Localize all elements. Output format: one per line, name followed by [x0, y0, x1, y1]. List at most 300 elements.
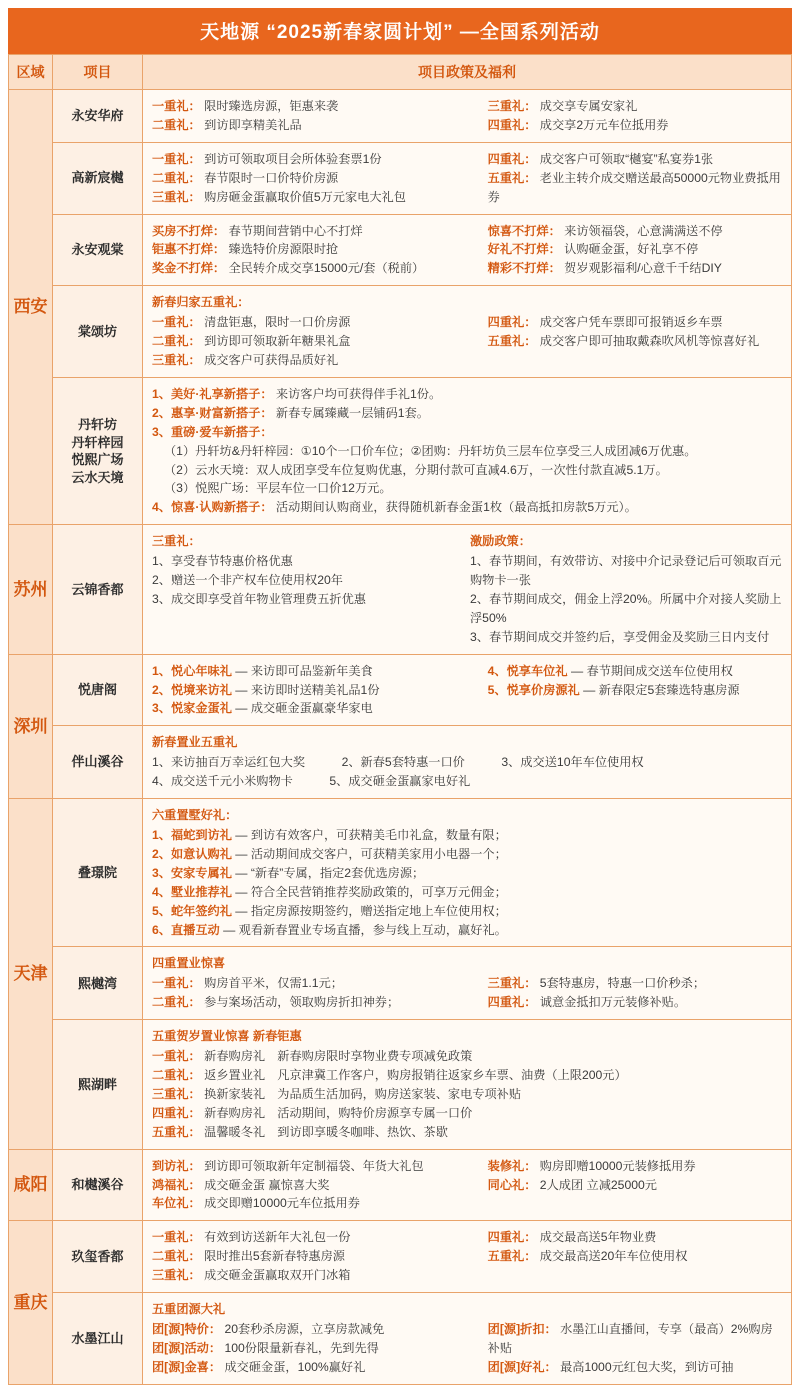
- policy-line-text: 成交享专属安家礼: [536, 99, 638, 113]
- policy-line-label: 5、悦享价房源礼: [487, 682, 580, 697]
- policy-line-text: 20套秒杀房源，立享房款减免: [221, 1321, 385, 1336]
- policy-line-label: 五重礼：: [487, 334, 537, 349]
- policy-line-text: 限时臻选房源，钜惠来袭: [200, 99, 339, 113]
- policy-columns: [152, 1157, 782, 1214]
- policy-lead: 新春归家五重礼：: [152, 295, 250, 310]
- policy-line: [152, 240, 482, 259]
- policy-line: [488, 169, 782, 207]
- table-row: [9, 726, 792, 799]
- policy-line-text: 春节期间营销中心不打烊: [225, 223, 363, 238]
- policy-cell: [143, 525, 792, 654]
- policy-line-text: 成交客户可获得品质好礼: [200, 352, 339, 367]
- policy-line: [152, 1047, 782, 1066]
- policy-line-text: 购房首平米，仅需1.1元；: [200, 976, 343, 991]
- policy-content: [152, 150, 782, 207]
- policy-line-label: 四重礼：: [487, 151, 537, 166]
- policy-column-left: [152, 150, 482, 207]
- project-name-cell: [53, 1293, 143, 1385]
- policy-line-label: 一重礼：: [152, 1230, 201, 1245]
- policy-line-text: 有效到访送新年大礼包一份: [200, 1230, 351, 1245]
- policy-line-label: 四重礼：: [487, 117, 537, 132]
- policy-line-text: 最高1000元红包大奖，到访可抽: [556, 1359, 734, 1374]
- policy-line-label: 3、重磅·爱车新搭子：: [152, 424, 273, 439]
- policy-lead: 新春置业五重礼: [152, 735, 238, 750]
- policy-line-label: 一重礼：: [152, 1049, 201, 1064]
- policy-line-text: 成交砸金蛋赢取双开门冰箱: [200, 1268, 351, 1283]
- policy-line-label: 四重礼：: [152, 1105, 201, 1120]
- policy-cell: [143, 799, 792, 947]
- table-row: [9, 1149, 792, 1221]
- policy-line: 3、成交即享受首年物业管理费五折优惠: [152, 591, 366, 606]
- policy-column-right: [488, 1320, 782, 1377]
- policy-line-label: 三重礼：: [487, 976, 537, 991]
- policy-column-left: [152, 1157, 482, 1214]
- policy-lead: 五重团源大礼: [152, 1302, 226, 1317]
- policy-cell: [143, 377, 792, 524]
- policy-line: （1）丹轩坊&丹轩梓园：①10个一口价车位；②团购：丹轩坊负三层车位享受三人成团减6万优惠。: [164, 443, 697, 458]
- policy-line: 3、春节期间成交并签约后，享受佣金及奖励三日内支付: [470, 629, 770, 644]
- policy-line: [152, 864, 782, 883]
- policy-line: [488, 993, 782, 1012]
- policy-column-right: [488, 313, 782, 370]
- policy-line-text: — 指定房源按期签约，赠送指定地上车位使用权；: [231, 903, 507, 918]
- policy-line: [152, 662, 482, 681]
- policy-column-left: [152, 532, 464, 646]
- policy-cell: [143, 1149, 792, 1221]
- policy-line: [488, 259, 782, 278]
- policy-line-text: 返乡置业礼 凡京津冀工作客户，购房报销往返家乡车票、油费（上限200元）: [200, 1067, 627, 1082]
- policy-line: [488, 662, 782, 681]
- policy-line: [152, 385, 782, 404]
- policy-line-text: — 观看新春置业专场直播，参与线上互动，赢好礼。: [219, 922, 507, 937]
- policy-line: [152, 1320, 482, 1339]
- project-name-cell: [53, 1020, 143, 1149]
- policy-line-text: 新春购房礼 活动期间，购特价房源享专属一口价: [200, 1105, 473, 1120]
- policy-line: 2、春节期间成交，佣金上浮20%。所属中介对接人奖励上浮50%: [470, 591, 782, 625]
- table-row: [9, 377, 792, 524]
- policy-line-text: 成交客户即可抽取戴森吹风机等惊喜好礼: [536, 334, 760, 349]
- column-header-project: 项目: [53, 55, 143, 90]
- policy-columns: [152, 150, 782, 207]
- policy-line-label: 四重礼：: [487, 315, 537, 330]
- policy-content: [152, 532, 782, 646]
- policy-columns: [152, 1228, 782, 1285]
- policy-column-left: [152, 1320, 482, 1377]
- region-cell-重庆: 重庆: [9, 1221, 53, 1384]
- column-header-policy: 项目政策及福利: [143, 55, 792, 90]
- policy-line: [488, 1247, 782, 1266]
- policy-line-label: 4、惊喜·认购新搭子：: [152, 500, 273, 515]
- policy-line: [152, 1123, 782, 1142]
- policy-line: [152, 681, 482, 700]
- policy-cell: [143, 90, 792, 143]
- table-row: [9, 947, 792, 1020]
- policy-content: [152, 1228, 782, 1285]
- table-header-row: [9, 55, 792, 90]
- policy-line: [152, 921, 782, 940]
- policy-line-label: 一重礼：: [152, 99, 201, 113]
- policy-line: [152, 1228, 482, 1247]
- policy-line: 1、享受春节特惠价格优惠: [152, 554, 293, 569]
- policy-cell: [143, 142, 792, 214]
- policy-cell: [143, 654, 792, 726]
- policy-columns: [152, 1320, 782, 1377]
- policy-line: [488, 150, 782, 169]
- policy-column-right: [488, 97, 782, 135]
- policy-line-text: 参与案场活动，领取购房折扣神券；: [200, 995, 400, 1010]
- page-title: 天地源 “2025新春家圆计划” —全国系列活动: [8, 8, 792, 54]
- policy-line-label: 好礼不打烊：: [487, 242, 561, 257]
- policy-line-label: 惊喜不打烊：: [487, 223, 561, 238]
- region-cell-咸阳: 咸阳: [9, 1149, 53, 1221]
- policy-line-label: 钜惠不打烊：: [152, 242, 226, 257]
- policy-line-label: 五重礼：: [487, 170, 537, 185]
- policy-lead: 三重礼：: [152, 534, 201, 549]
- policy-line-label: 团[源]好礼：: [487, 1359, 557, 1374]
- policy-line-text: 清盘钜惠，限时一口价房源: [200, 315, 351, 330]
- policy-line: [152, 1358, 482, 1377]
- policy-line: [152, 222, 482, 241]
- project-name-line: 永安观棠: [71, 242, 124, 258]
- table-row: [9, 286, 792, 378]
- policy-line-label: 2、如意认购礼: [152, 846, 232, 861]
- policy-line: [152, 116, 482, 135]
- policy-line-label: 装修礼：: [487, 1158, 537, 1173]
- policy-column-left: [152, 97, 482, 135]
- policy-content: [152, 1157, 782, 1214]
- policy-columns: [152, 97, 782, 135]
- policy-lead: 四重置业惊喜: [152, 956, 226, 971]
- policy-line-label: 5、蛇年签约礼: [152, 903, 232, 918]
- column-header-region: 区域: [9, 55, 53, 90]
- policy-columns: [152, 532, 782, 646]
- policy-line-text: 成交客户凭车票即可报销返乡车票: [536, 315, 723, 330]
- policy-column-right: [488, 150, 782, 207]
- project-name-line: 熙樾湾: [77, 975, 117, 991]
- policy-cell: [143, 726, 792, 799]
- project-name-line: 伴山溪谷: [71, 754, 124, 770]
- table-row: [9, 214, 792, 286]
- policy-line-text: — 新春限定5套臻选特惠房源: [579, 682, 740, 697]
- region-cell-苏州: 苏州: [9, 525, 53, 654]
- policy-line-text: 到访即享精美礼品: [200, 117, 302, 132]
- policy-line: [152, 498, 782, 517]
- table-row: [9, 799, 792, 947]
- policy-line-text: 活动期间认购商业，获得随机新春金蛋1枚（最高抵扣房款5万元）。: [272, 500, 637, 515]
- policy-line-label: 奖金不打烊：: [152, 261, 226, 276]
- policy-line-text: — 来访即时送精美礼品1份: [231, 682, 380, 697]
- policy-lead: 六重置墅好礼：: [152, 808, 238, 823]
- policy-column-left: [152, 662, 482, 719]
- policy-line-label: 一重礼：: [152, 976, 201, 991]
- policy-line-text: 全民转介成交享15000元/套（税前）: [225, 261, 425, 276]
- policy-line-label: 同心礼：: [487, 1177, 537, 1192]
- policy-line: [152, 1104, 782, 1123]
- policy-line-label: 2、惠享·财富新搭子：: [152, 405, 273, 420]
- policy-line: [488, 1228, 782, 1247]
- project-name-line: 熙湖畔: [77, 1076, 117, 1092]
- policy-line: [488, 313, 782, 332]
- policy-line: 4、成交送千元小米购物卡 5、成交砸金蛋赢家电好礼: [152, 774, 471, 789]
- policy-line-label: 团[源]特价：: [152, 1321, 222, 1336]
- policy-line: [152, 993, 482, 1012]
- policy-line: [152, 259, 482, 278]
- policy-content: [152, 222, 782, 279]
- policy-line-text: 到访即可领取新年糖果礼盒: [200, 334, 351, 349]
- policy-line-text: — 成交砸金蛋赢豪华家电: [231, 701, 373, 716]
- policy-line: [152, 1066, 782, 1085]
- policy-line-label: 二重礼：: [152, 117, 201, 132]
- project-name-line: 悦熙广场: [71, 452, 124, 468]
- policy-line-text: 春节限时一口价特价房源: [200, 170, 339, 185]
- policy-cell: [143, 947, 792, 1020]
- policy-content: [152, 806, 782, 939]
- policy-line: [152, 188, 482, 207]
- policy-line-label: 四重礼：: [487, 1230, 537, 1245]
- policy-column-left: [152, 974, 482, 1012]
- policy-line: [152, 826, 782, 845]
- policy-line-label: 二重礼：: [152, 334, 201, 349]
- policy-line-label: 一重礼：: [152, 315, 201, 330]
- policy-line-text: 成交享2万元车位抵用券: [536, 117, 669, 132]
- policy-line-text: — 活动期间成交客户，可获精美家用小电器一个；: [231, 846, 507, 861]
- policy-line-label: 二重礼：: [152, 995, 201, 1010]
- policy-line-text: 成交最高送5年物业费: [536, 1230, 657, 1245]
- policy-column-right: [470, 532, 782, 646]
- project-name-cell: [53, 947, 143, 1020]
- policy-line: [488, 332, 782, 351]
- policy-line-label: 3、安家专属礼: [152, 865, 232, 880]
- policy-line-text: 购房即赠10000元装修抵用券: [536, 1158, 696, 1173]
- project-name-cell: [53, 525, 143, 654]
- policy-columns: [152, 974, 782, 1012]
- policy-line-label: 车位礼：: [152, 1196, 201, 1211]
- project-name-line: 玖玺香都: [71, 1248, 124, 1264]
- policy-line-label: 五重礼：: [152, 1124, 201, 1139]
- policy-line-text: — “新春”专属，指定2套优选房源；: [231, 865, 425, 880]
- policy-line-text: 到访可领取项目会所体验套票1份: [200, 151, 382, 166]
- policy-line-label: 团[源]折扣：: [487, 1321, 557, 1336]
- region-cell-深圳: 深圳: [9, 654, 53, 798]
- project-name-cell: [53, 286, 143, 378]
- policy-line: [152, 97, 482, 116]
- project-name-cell: [53, 377, 143, 524]
- policy-line-text: 新春购房礼 新春购房限时享物业费专项减免政策: [200, 1049, 473, 1064]
- policy-column-left: [152, 222, 482, 279]
- policy-lead: 激励政策：: [470, 534, 531, 549]
- policy-line-text: 温馨暖冬礼 到访即享暖冬咖啡、热饮、茶歇: [200, 1124, 448, 1139]
- policy-line-label: 6、直播互动: [152, 922, 220, 937]
- policy-line: [152, 313, 482, 332]
- policy-columns: [152, 313, 782, 370]
- table-row: [9, 142, 792, 214]
- policy-line-label: 3、悦家金蛋礼: [152, 701, 232, 716]
- policy-line: 2、赠送一个非产权车位使用权20年: [152, 573, 343, 588]
- policy-line-label: 四重礼：: [487, 995, 537, 1010]
- policy-line-label: 2、悦境来访礼: [152, 682, 232, 697]
- policy-line: [152, 423, 782, 442]
- policy-line-label: 4、墅业推荐礼: [152, 884, 232, 899]
- policy-cell: [143, 214, 792, 286]
- policy-line-label: 二重礼：: [152, 170, 201, 185]
- table-row: [9, 654, 792, 726]
- project-name-line: 云锦香都: [71, 581, 124, 597]
- project-name-line: 丹轩坊: [77, 416, 117, 432]
- policy-line-text: — 来访即可品鉴新年美食: [231, 663, 373, 678]
- policy-line: [152, 332, 482, 351]
- policy-line: [152, 974, 482, 993]
- policy-line: [152, 1176, 482, 1195]
- policy-line: [488, 974, 782, 993]
- policy-line-label: 一重礼：: [152, 151, 201, 166]
- project-name-line: 丹轩梓园: [71, 434, 124, 450]
- policy-line: [152, 845, 782, 864]
- policy-line: 1、来访抽百万幸运红包大奖 2、新春5套特惠一口价 3、成交送10年车位使用权: [152, 755, 644, 770]
- policy-columns: [152, 222, 782, 279]
- project-name-line: 棠颂坊: [77, 323, 117, 339]
- policy-column-left: [152, 313, 482, 370]
- policy-line: [152, 1266, 482, 1285]
- table-row: [9, 525, 792, 654]
- policy-line-text: 购房砸金蛋赢取价值5万元家电大礼包: [200, 189, 406, 204]
- policy-content: [152, 97, 782, 135]
- policy-line-label: 五重礼：: [487, 1249, 537, 1264]
- policy-line-label: 鸿福礼：: [152, 1177, 201, 1192]
- policy-line-text: 老业主转介成交赠送最高50000元物业费抵用券: [487, 170, 781, 204]
- policy-cell: [143, 1293, 792, 1385]
- policy-line-text: 成交砸金蛋 赢惊喜大奖: [200, 1177, 330, 1192]
- policy-line-text: 成交即赠10000元车位抵用券: [200, 1196, 360, 1211]
- policy-line: [488, 1358, 782, 1377]
- policy-line: （2）云水天境：双人成团享受车位复购优惠，分期付款可直减4.6万，一次性付款直减5.1万。: [164, 462, 668, 477]
- table-row: [9, 1293, 792, 1385]
- policy-line-text: 到访即可领取新年定制福袋、年货大礼包: [200, 1158, 424, 1173]
- policy-line-label: 二重礼：: [152, 1249, 201, 1264]
- project-name-line: 云水天境: [71, 469, 124, 485]
- project-name-line: 永安华府: [71, 108, 124, 124]
- project-name-cell: [53, 214, 143, 286]
- policy-line: [488, 1176, 782, 1195]
- table-row: [9, 1221, 792, 1293]
- project-name-line: 悦唐阁: [77, 682, 117, 698]
- policy-line-text: 认购砸金蛋，好礼享不停: [560, 242, 699, 257]
- policy-line-text: — 到访有效客户，可获精美毛巾礼盒，数量有限；: [231, 828, 507, 842]
- policy-line: [488, 1157, 782, 1176]
- policy-line-text: 成交最高送20年车位使用权: [536, 1249, 688, 1264]
- policy-line-label: 买房不打烊：: [152, 223, 226, 238]
- policy-line-text: 限时推出5套新春特惠房源: [200, 1249, 345, 1264]
- policy-line-label: 三重礼：: [152, 352, 201, 367]
- project-name-cell: [53, 1221, 143, 1293]
- policy-line: [152, 1247, 482, 1266]
- policy-line-text: 诚意金抵扣万元装修补贴。: [536, 995, 687, 1010]
- policy-column-right: [488, 1157, 782, 1214]
- project-name-line: 和樾溪谷: [71, 1177, 124, 1193]
- policy-line-text: 100份限量新春礼，先到先得: [221, 1340, 379, 1355]
- policy-line-text: 来访客户均可获得伴手礼1份。: [272, 386, 442, 401]
- policy-line: [152, 1339, 482, 1358]
- table-row: [9, 1020, 792, 1149]
- promotion-table: [8, 54, 792, 1385]
- project-name-cell: [53, 799, 143, 947]
- policy-column-right: [488, 974, 782, 1012]
- policy-line: [488, 97, 782, 116]
- policy-columns: [152, 662, 782, 719]
- policy-content: [152, 954, 782, 1012]
- table-body: [9, 90, 792, 1385]
- policy-line: [152, 1194, 482, 1213]
- policy-column-right: [488, 222, 782, 279]
- policy-line: 1、春节期间，有效带访、对接中介记录登记后可领取百元购物卡一张: [470, 554, 782, 588]
- policy-content: [152, 1027, 782, 1141]
- policy-line: [488, 240, 782, 259]
- project-name-cell: [53, 90, 143, 143]
- policy-line-text: 水墨江山直播间，专享（最高）2%购房补贴: [487, 1321, 773, 1355]
- policy-content: [152, 293, 782, 370]
- policy-line: （3）悦熙广场：平层车位一口价12万元。: [164, 481, 392, 496]
- policy-line: [152, 169, 482, 188]
- policy-line: [152, 1157, 482, 1176]
- policy-line: [152, 351, 482, 370]
- policy-line-label: 精彩不打烊：: [487, 261, 561, 276]
- policy-line-label: 1、悦心年味礼: [152, 663, 232, 678]
- policy-line: [488, 116, 782, 135]
- project-name-cell: [53, 726, 143, 799]
- policy-line-label: 三重礼：: [487, 99, 537, 113]
- policy-lead: 五重贺岁置业惊喜 新春钜惠: [152, 1029, 302, 1044]
- policy-line-text: — 符合全民营销推荐奖励政策的，可享万元佣金；: [231, 884, 507, 899]
- policy-line-text: 5套特惠房，特惠一口价秒杀；: [536, 976, 706, 991]
- region-cell-天津: 天津: [9, 799, 53, 1150]
- policy-line-text: 成交砸金蛋，100%赢好礼: [221, 1359, 366, 1374]
- policy-column-right: [488, 662, 782, 719]
- policy-cell: [143, 286, 792, 378]
- policy-line-label: 1、福蛇到访礼: [152, 828, 232, 842]
- project-name-line: 高新宸樾: [71, 170, 124, 186]
- policy-line-text: 新春专属臻藏一层铺码1套。: [272, 405, 429, 420]
- policy-column-right: [488, 1228, 782, 1285]
- policy-line-label: 三重礼：: [152, 189, 201, 204]
- policy-line-label: 1、美好·礼享新搭子：: [152, 386, 273, 401]
- policy-line: [152, 150, 482, 169]
- policy-content: [152, 733, 782, 791]
- policy-cell: [143, 1020, 792, 1149]
- policy-line-text: 贺岁观影福利/心意千千结DIY: [560, 261, 722, 276]
- policy-line-label: 三重礼：: [152, 1268, 201, 1283]
- policy-line-text: 2人成团 立减25000元: [536, 1177, 657, 1192]
- policy-line-label: 团[源]金喜：: [152, 1359, 222, 1374]
- project-name-line: 水墨江山: [71, 1330, 124, 1346]
- policy-line: [488, 1320, 782, 1358]
- policy-line: [488, 681, 782, 700]
- policy-line-text: 成交客户可领取“樾宴”私宴券1张: [536, 151, 714, 166]
- policy-line: [488, 222, 782, 241]
- policy-line: [152, 883, 782, 902]
- policy-line-label: 到访礼：: [152, 1158, 201, 1173]
- policy-line-label: 4、悦享车位礼: [487, 663, 568, 678]
- policy-line-text: 来访领福袋，心意满满送不停: [560, 223, 723, 238]
- project-name-cell: [53, 142, 143, 214]
- policy-line-text: — 春节期间成交送车位使用权: [567, 663, 733, 678]
- project-name-cell: [53, 654, 143, 726]
- policy-line: [152, 902, 782, 921]
- policy-line-text: 换新家装礼 为品质生活加码，购房送家装、家电专项补贴: [200, 1086, 522, 1101]
- policy-content: [152, 662, 782, 719]
- project-name-line: 叠璟院: [77, 864, 117, 880]
- table-row: [9, 90, 792, 143]
- policy-content: [152, 1300, 782, 1377]
- policy-content: [152, 385, 782, 517]
